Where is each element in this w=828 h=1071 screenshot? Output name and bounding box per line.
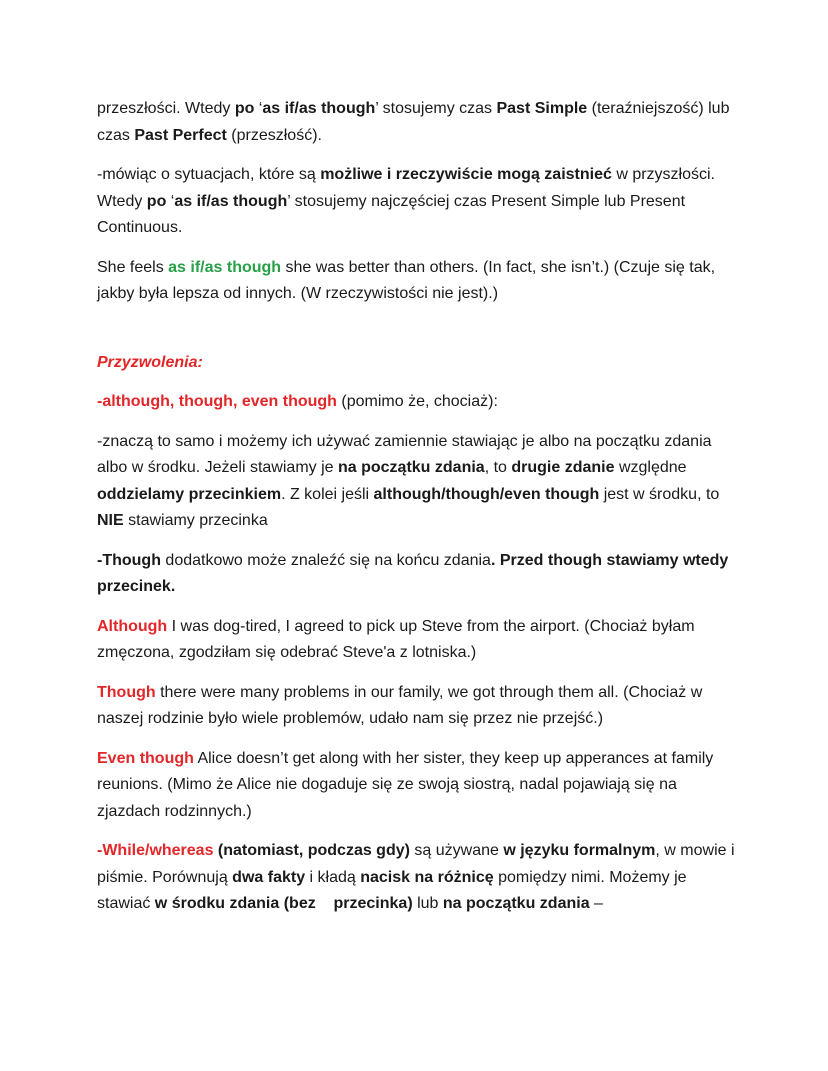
example-although: Although I was dog-tired, I agreed to pick up Steve from the airport. (Chociaż byłam zmęczona, zgodziłam się odebrać Steve'a z lotniska.) <box>97 617 695 661</box>
paragraph-though-end: -Though dodatkowo może znaleźć się na końcu zdania. Przed though stawiamy wtedy przecinek. <box>97 551 729 595</box>
document-page <box>97 96 737 931</box>
example-though: Though there were many problems in our family, we got through them all. (Chociaż w naszej rodzinie było wiele problemów, udało nam się przez nie przejść.) <box>97 683 703 727</box>
paragraph-although-usage: -znaczą to samo i możemy ich używać zamiennie stawiając je albo na początku zdania albo w środku. Jeżeli stawiamy je na początku zdania, to drugie zdanie względne oddzielamy przecinkiem. Z kolei jeśli although/though/even though jest w środku, to NIE stawiamy przecinka <box>97 432 720 529</box>
paragraph-as-if-possible: -mówiąc o sytuacjach, które są możliwe i rzeczywiście mogą zaistnieć w przyszłości. Wtedy po ‘as if/as though’ stosujemy najczęściej czas Present Simple lub Present Continuous. <box>97 166 715 236</box>
example-as-if: She feels as if/as though she was better than others. (In fact, she isn’t.) (Czuje się tak, jakby była lepsza od innych. (W rzeczywistości nie jest).) <box>97 258 716 302</box>
paragraph-as-if-past: przeszłości. Wtedy po ‘as if/as though’ stosujemy czas Past Simple (teraźniejszość) lub czas Past Perfect (przeszłość). <box>97 100 730 144</box>
paragraph-while-whereas: -While/whereas (natomiast, podczas gdy) są używane w języku formalnym, w mowie i piśmie. Porównują dwa fakty i kładą nacisk na różnicę pomiędzy nimi. Możemy je stawiać w środku zdania (bez przecinka) lub na początku zdania – <box>97 842 735 912</box>
example-even-though: Even though Alice doesn’t get along with her sister, they keep up apperances at family reunions. (Mimo że Alice nie dogaduje się ze swoją siostrą, nadal pojawiają się na zjazdach rodzinnych.) <box>97 749 714 820</box>
paragraph-although-intro: -although, though, even though (pomimo że, chociaż): <box>97 393 498 410</box>
section-heading: Przyzwolenia: <box>97 353 203 371</box>
